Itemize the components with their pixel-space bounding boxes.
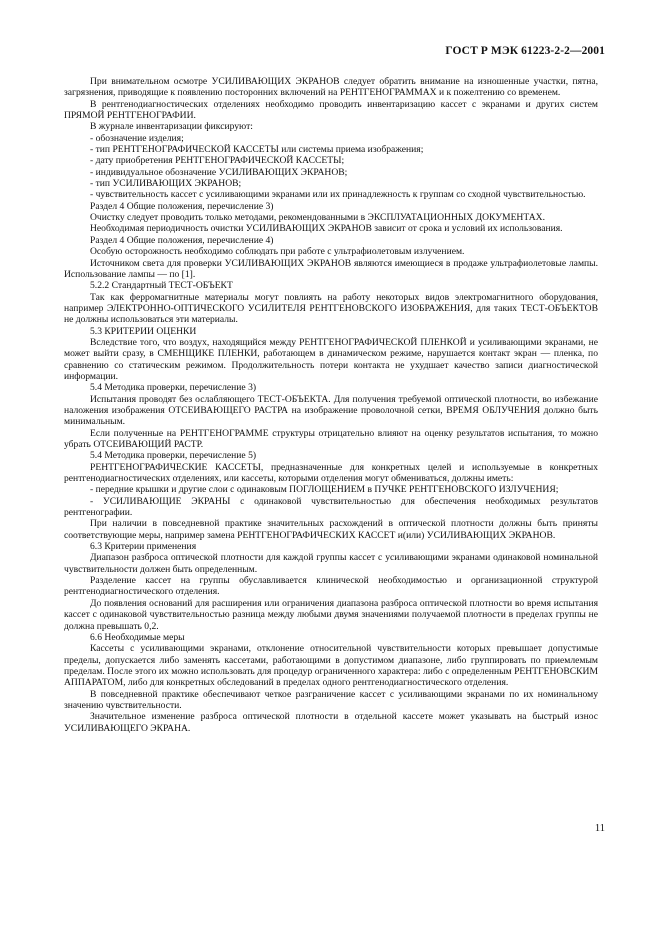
section-heading: 6.6 Необходимые меры (90, 631, 185, 643)
paragraph: До появления оснований для расширения или ограничения диапазона разброса оптической плотности во время испытания кассет с одинаковой чувствительностью разница между любыми двумя значениями получаемой плотности в пределах группы не должна превышать 0,2. (64, 597, 598, 632)
list-item: - тип РЕНТГЕНОГРАФИЧЕСКОЙ КАССЕТЫ или системы приема изображения; (90, 144, 424, 156)
paragraph: При наличии в повседневной практике значительных расхождений в оптической плотности должны быть приняты соответствующие меры, например замена РЕНТГЕНОГРАФИЧЕСКИХ КАССЕТ и(или) УСИЛИВАЮЩИХ ЭКРАНОВ. (64, 518, 598, 541)
paragraph: В журнале инвентаризации фиксируют: (90, 121, 253, 133)
paragraph: Диапазон разброса оптической плотности для каждой группы кассет с усиливающими экранами одинаковой номинальной чувствительности должен быть определенным. (64, 552, 598, 575)
section-heading: 5.3 КРИТЕРИИ ОЦЕНКИ (90, 325, 197, 337)
section-reference: 5.4 Методика проверки, перечисление 5) (90, 450, 257, 462)
paragraph: Значительное изменение разброса оптической плотности в отдельной кассете может указывать на быстрый износ УСИЛИВАЮЩЕГО ЭКРАНА. (64, 711, 598, 734)
paragraph: РЕНТГЕНОГРАФИЧЕСКИЕ КАССЕТЫ, предназначенные для конкретных целей и используемые в конкретных рентгенодиагностических отделениях, или кассеты, которыми отделения могут обмениваться, должны иметь: (64, 461, 598, 485)
paragraph: Испытания проводят без ослабляющего ТЕСТ-ОБЪЕКТА. Для получения требуемой оптической плотности, во избежание наложения изображения ОТСЕИВАЮЩЕГО РАСТРА на изображение проволочной сетки, ВРЕМЯ ОБЛУЧЕНИЯ должно быть минимальным. (64, 393, 598, 428)
list-item: - УСИЛИВАЮЩИЕ ЭКРАНЫ с одинаковой чувствительностью для обеспечения необходимых результатов рентгенографии. (64, 495, 598, 519)
list-item: - обозначение изделия; (90, 132, 184, 144)
standard-header: ГОСТ Р МЭК 61223-2-2—2001 (445, 45, 605, 57)
list-item: - индивидуальное обозначение УСИЛИВАЮЩИХ ЭКРАНОВ; (90, 166, 348, 178)
paragraph: Вследствие того, что воздух, находящийся между РЕНТГЕНОГРАФИЧЕСКОЙ ПЛЕНКОЙ и усиливающими экранами, не может выйти сразу, в СМЕНЩИКЕ ПЛЕНКИ, работающем в динамическом режиме, нарушается контакт экран — пленка, по сравнению со статическим режимом. Продолжительность потери контакта не ухудшает качество записи диагностической информации. (64, 336, 598, 382)
paragraph: Если полученные на РЕНТГЕНОГРАММЕ структуры отрицательно влияют на оценку результатов испытания, то можно убрать ОТСЕИВАЮЩИЙ РАСТР. (64, 427, 598, 450)
section-heading: 6.3 Критерии применения (90, 541, 197, 553)
paragraph: В рентгенодиагностических отделениях необходимо проводить инвентаризацию кассет с экранами и других систем ПРЯМОЙ РЕНТГЕНОГРАФИИ. (64, 98, 598, 122)
paragraph: В повседневной практике обеспечивают четкое разграничение кассет с усиливающими экранами по их номинальному значению чувствительности. (64, 688, 598, 711)
paragraph: При внимательном осмотре УСИЛИВАЮЩИХ ЭКРАНОВ следует обратить внимание на изношенные участки, пятна, загрязнения, приводящие к появлению посторонних включений на РЕНТГЕНОГРАММАХ и к пожелтению со временем. (64, 76, 598, 99)
paragraph: Разделение кассет на группы обуславливается клинической необходимостью и организационной структурой рентгенодиагностического отделения. (64, 575, 598, 598)
paragraph: Источником света для проверки УСИЛИВАЮЩИХ ЭКРАНОВ являются имеющиеся в продаже ультрафиолетовые лампы. Использование лампы — по [1]. (64, 257, 598, 280)
paragraph: Кассеты с усиливающими экранами, отклонение относительной чувствительности которых превышает допустимые пределы, допускается либо заменять кассетами, работающими в допустимом диапазоне, либо группировать по приемлемым пределам. После этого их можно использовать для процедур ограниченного характера: либо с определенным РЕНТГЕНОВСКИМ АППАРАТОМ, либо для конкретных обследований в пределах одного рентгенодиагностического отделения. (64, 643, 598, 689)
section-reference: Раздел 4 Общие положения, перечисление 4) (90, 234, 274, 246)
section-reference: 5.4 Методика проверки, перечисление 3) (90, 382, 257, 394)
page-number: 11 (594, 823, 605, 834)
section-heading: 5.2.2 Стандартный ТЕСТ-ОБЪЕКТ (90, 280, 233, 292)
list-item: - передние крышки и другие слои с одинаковым ПОГЛОЩЕНИЕМ в ПУЧКЕ РЕНТГЕНОВСКОГО ИЗЛУЧЕНИЯ; (90, 484, 559, 496)
paragraph: Так как ферромагнитные материалы могут повлиять на работу некоторых видов электромагнитного оборудования, например ЭЛЕКТРОННО-ОПТИЧЕСКОГО УСИЛИТЕЛЯ РЕНТГЕНОВСКОГО ИЗОБРАЖЕНИЯ, для таких ТЕСТ-ОБЪЕКТОВ не должны использоваться эти материалы. (64, 291, 598, 326)
section-reference: Раздел 4 Общие положения, перечисление 3) (90, 200, 274, 212)
paragraph: Очистку следует проводить только методами, рекомендованными в ЭКСПЛУАТАЦИОННЫХ ДОКУМЕНТАХ. (90, 212, 545, 224)
list-item: - тип УСИЛИВАЮЩИХ ЭКРАНОВ; (90, 178, 242, 190)
list-item: - дату приобретения РЕНТГЕНОГРАФИЧЕСКОЙ КАССЕТЫ; (90, 155, 345, 167)
paragraph: Особую осторожность необходимо соблюдать при работе с ультрафиолетовым излучением. (90, 246, 465, 258)
paragraph: Необходимая периодичность очистки УСИЛИВАЮЩИХ ЭКРАНОВ зависит от срока и условий их использования. (90, 223, 563, 235)
list-item: - чувствительность кассет с усиливающими экранами или их принадлежность к группам со сходной чувствительностью. (90, 189, 586, 201)
document-body (64, 76, 598, 734)
